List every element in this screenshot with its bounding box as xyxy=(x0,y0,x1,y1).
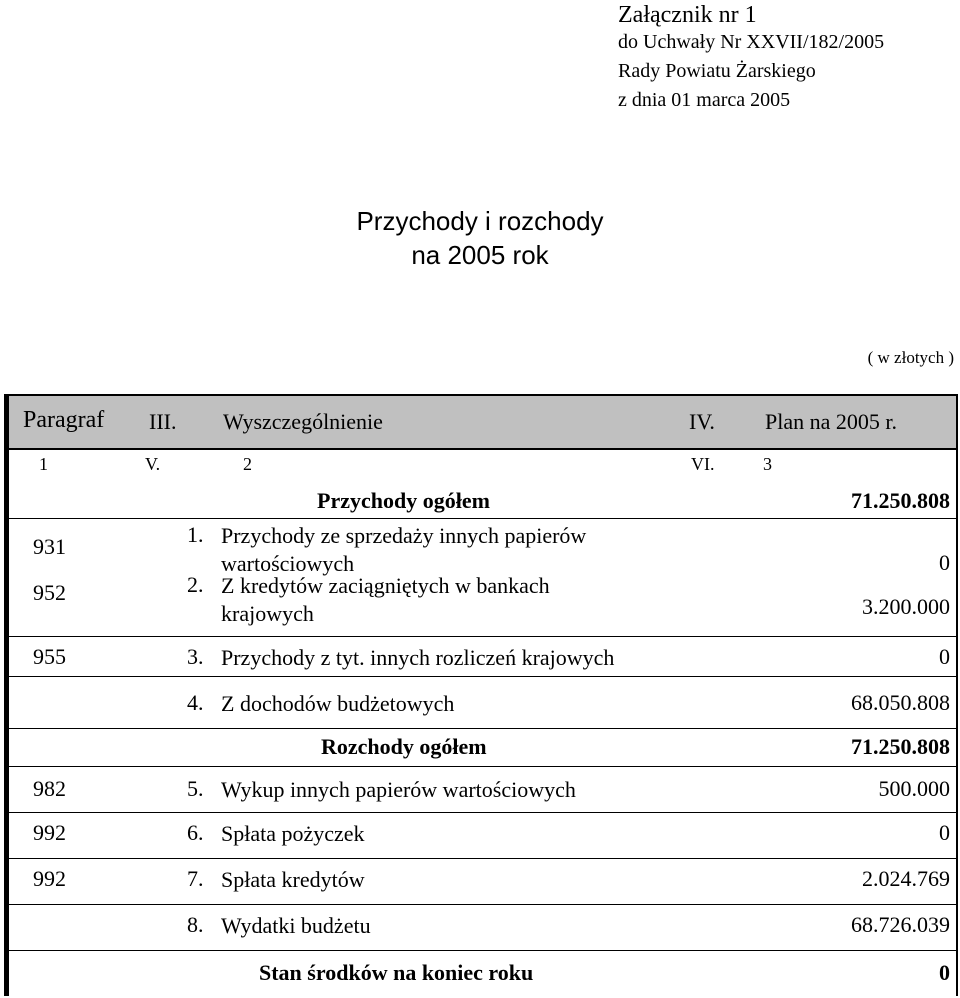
table-header xyxy=(9,396,956,450)
row-paragraph: 931 xyxy=(33,534,66,559)
budget-table xyxy=(4,394,958,996)
row-amount: 3.200.000 xyxy=(862,594,950,619)
row-amount: 68.726.039 xyxy=(851,912,950,937)
revenue-total-row xyxy=(9,484,956,519)
annex-resolution: do Uchwały Nr XXVII/182/2005 xyxy=(618,31,885,53)
row-number: 2. xyxy=(187,572,204,597)
index-roman-v: V. xyxy=(145,454,161,474)
table-row xyxy=(9,812,956,859)
row-amount: 500.000 xyxy=(878,776,950,801)
header-description: Wyszczególnienie xyxy=(223,409,383,434)
table-row xyxy=(9,858,956,905)
row-paragraph: 955 xyxy=(33,644,66,669)
header-paragraf: Paragraf xyxy=(23,407,105,433)
expense-total-label: Rozchody ogółem xyxy=(321,734,487,759)
row-amount: 0 xyxy=(939,820,950,845)
page-title xyxy=(0,204,960,272)
row-description xyxy=(221,572,550,628)
annex-header xyxy=(618,2,884,115)
row-amount: 2.024.769 xyxy=(862,866,950,891)
row-description: Przychody z tyt. innych rozliczeń krajowych xyxy=(221,645,615,670)
revenue-total-label: Przychody ogółem xyxy=(317,488,490,513)
table-row xyxy=(9,522,956,578)
table-row xyxy=(9,572,956,637)
index-2: 2 xyxy=(243,454,252,474)
table-row xyxy=(9,676,956,729)
index-row xyxy=(9,450,956,482)
row-description xyxy=(221,522,586,578)
annex-date: z dnia 01 marca 2005 xyxy=(618,89,791,111)
row-number: 3. xyxy=(187,644,204,669)
expense-total-row xyxy=(9,728,956,767)
annex-council: Rady Powiatu Żarskiego xyxy=(618,60,816,82)
index-roman-vi: VI. xyxy=(691,454,715,474)
title-line-2: na 2005 rok xyxy=(411,240,549,270)
table-row xyxy=(9,766,956,813)
expense-total-amount: 71.250.808 xyxy=(851,734,950,759)
closing-balance-label: Stan środków na koniec roku xyxy=(259,960,534,985)
row-description-line-2: wartościowych xyxy=(221,551,355,576)
row-number: 5. xyxy=(187,776,204,801)
unit-note: ( w złotych ) xyxy=(867,348,954,367)
row-number: 1. xyxy=(187,522,204,547)
closing-balance-amount: 0 xyxy=(939,960,950,985)
header-plan: Plan na 2005 r. xyxy=(765,409,897,434)
row-number: 6. xyxy=(187,820,204,845)
row-paragraph: 982 xyxy=(33,776,66,801)
row-description: Spłata kredytów xyxy=(221,867,365,892)
row-description: Wykup innych papierów wartościowych xyxy=(221,777,576,802)
annex-number: Załącznik nr 1 xyxy=(618,2,757,28)
index-3: 3 xyxy=(763,454,772,474)
row-description: Spłata pożyczek xyxy=(221,821,365,846)
row-amount: 68.050.808 xyxy=(851,690,950,715)
row-description: Z dochodów budżetowych xyxy=(221,691,455,716)
row-number: 8. xyxy=(187,912,204,937)
title-line-1: Przychody i rozchody xyxy=(356,206,604,236)
row-amount: 0 xyxy=(939,644,950,669)
row-number: 7. xyxy=(187,866,204,891)
table-row xyxy=(9,636,956,677)
revenue-total-amount: 71.250.808 xyxy=(851,488,950,513)
row-description: Wydatki budżetu xyxy=(221,913,371,938)
row-paragraph: 952 xyxy=(33,580,66,605)
row-amount: 0 xyxy=(939,550,950,575)
row-description-line-1: Przychody ze sprzedaży innych papierów xyxy=(221,523,587,548)
row-description-line-1: Z kredytów zaciągniętych w bankach xyxy=(221,573,550,598)
index-1: 1 xyxy=(39,454,48,474)
row-description-line-2: krajowych xyxy=(221,601,314,626)
row-number: 4. xyxy=(187,690,204,715)
row-paragraph: 992 xyxy=(33,820,66,845)
row-paragraph: 992 xyxy=(33,866,66,891)
header-roman-iii: III. xyxy=(149,409,177,434)
closing-balance-row xyxy=(9,950,956,998)
table-row xyxy=(9,904,956,951)
header-roman-iv: IV. xyxy=(689,409,715,434)
